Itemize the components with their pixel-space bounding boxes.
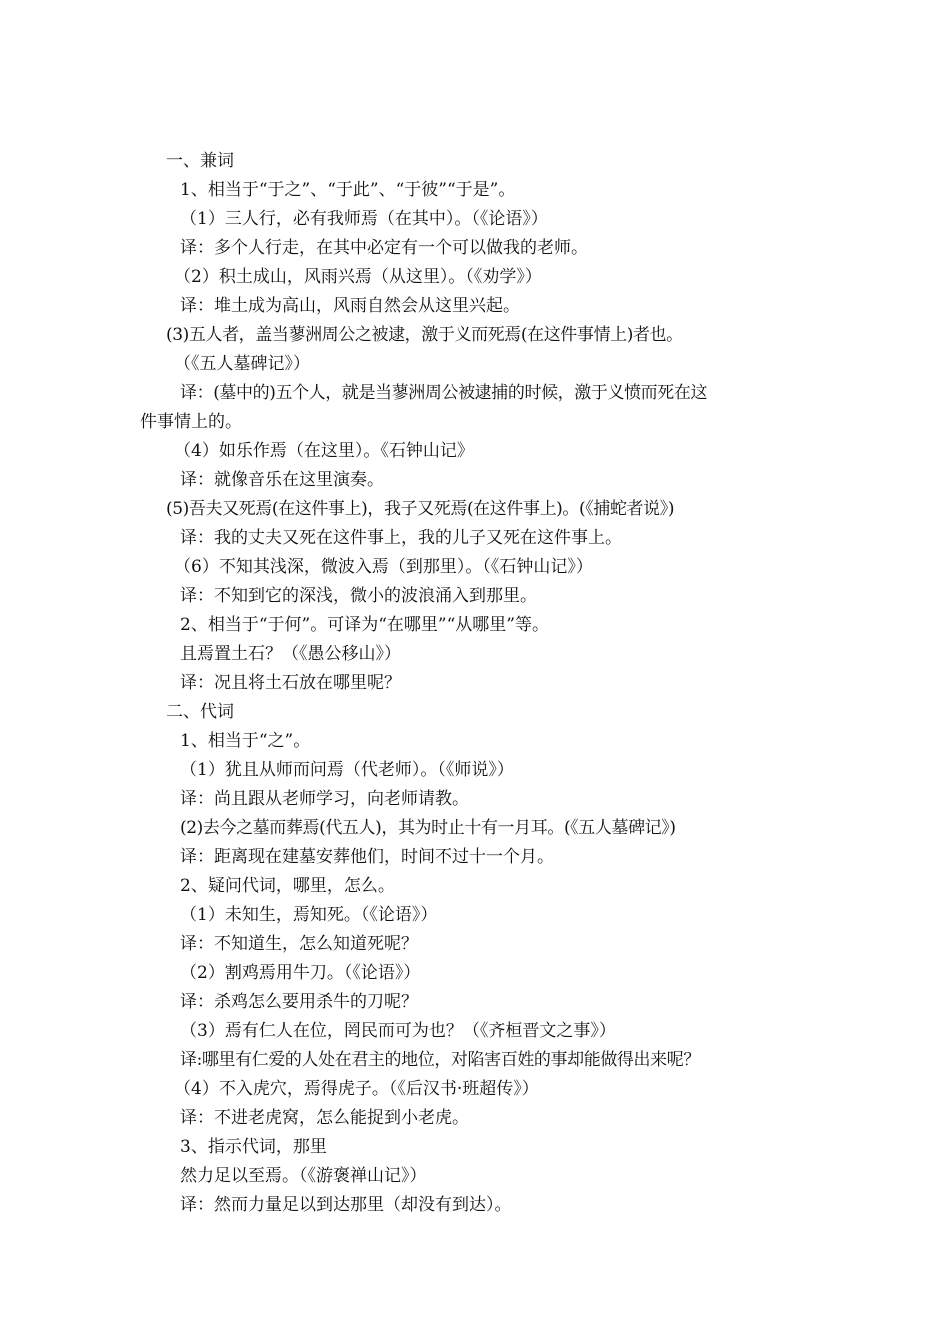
example-sentence: (3)五人者，盖当蓼洲周公之被逮，激于义而死焉(在这件事情上)者也。 (166, 325, 683, 345)
example-sentence: 然力足以至焉。（《游褒禅山记》） (180, 1166, 427, 1186)
example-sentence: (5)吾夫又死焉(在这件事上)，我子又死焉(在这件事上)。(《捕蛇者说》) (166, 499, 675, 519)
translation-continuation: 件事情上的。 (140, 412, 242, 432)
translation-line: 译：杀鸡怎么要用杀牛的刀呢？ (180, 992, 418, 1012)
subsection-heading: 3、指示代词，那里 (180, 1137, 327, 1157)
translation-line: 译：就像音乐在这里演奏。 (180, 470, 384, 490)
example-sentence: （2）积土成山，风雨兴焉（从这里）。（《劝学》） (174, 267, 542, 287)
translation-line: 译：况且将土石放在哪里呢？ (180, 673, 401, 693)
example-sentence: （4）如乐作焉（在这里）。《石钟山记》 (174, 441, 474, 461)
subsection-heading: 1、相当于“于之”、“于此”、“于彼”“于是”。 (180, 180, 516, 200)
translation-line: 译：不进老虎窝，怎么能捉到小老虎。 (180, 1108, 469, 1128)
example-sentence: （3）焉有仁人在位，罔民而可为也？（《齐桓晋文之事》） (180, 1021, 616, 1041)
translation-line: 译：距离现在建墓安葬他们，时间不过十一个月。 (180, 847, 554, 867)
subsection-heading: 2、相当于“于何”。可译为“在哪里”“从哪里”等。 (180, 615, 549, 635)
example-sentence: （1）三人行，必有我师焉（在其中）。（《论语》） (180, 209, 548, 229)
example-sentence: （1）未知生，焉知死。（《论语》） (180, 905, 438, 925)
subsection-heading: 2、疑问代词，哪里，怎么。 (180, 876, 395, 896)
example-sentence: 且焉置土石？（《愚公移山》） (180, 644, 401, 664)
section-heading: 一、兼词 (166, 151, 234, 171)
translation-line: 译：堆土成为高山，风雨自然会从这里兴起。 (180, 296, 520, 316)
example-sentence: （2）割鸡焉用牛刀。（《论语》） (180, 963, 421, 983)
document-body (140, 147, 796, 1220)
section-heading: 二、代词 (166, 702, 234, 722)
subsection-heading: 1、相当于“之”。 (180, 731, 311, 751)
translation-line: 译：不知道生，怎么知道死呢？ (180, 934, 418, 954)
example-sentence: （6）不知其浅深，微波入焉（到那里）。（《石钟山记》） (174, 557, 593, 577)
example-sentence: （1）犹且从师而问焉（代老师）。（《师说》） (180, 760, 514, 780)
example-sentence: (2)去今之墓而葬焉(代五人)，其为时止十有一月耳。(《五人墓碑记》) (180, 818, 676, 838)
translation-line: 译:哪里有仁爱的人处在君主的地位，对陷害百姓的事却能做得出来呢？ (180, 1050, 700, 1070)
translation-line: 译：然而力量足以到达那里（却没有到达）。 (180, 1195, 512, 1215)
example-sentence: （4）不入虎穴，焉得虎子。（《后汉书·班超传》） (174, 1079, 539, 1099)
translation-line: 译：不知到它的深浅，微小的波浪涌入到那里。 (180, 586, 537, 606)
translation-line: 译：(墓中的)五个人，就是当蓼洲周公被逮捕的时候，激于义愤而死在这 (180, 383, 708, 403)
translation-line: 译：尚且跟从老师学习，向老师请教。 (180, 789, 469, 809)
translation-line: 译：我的丈夫又死在这件事上，我的儿子又死在这件事上。 (180, 528, 622, 548)
translation-line: 译：多个人行走，在其中必定有一个可以做我的老师。 (180, 238, 588, 258)
example-source: （《五人墓碑记》） (174, 354, 310, 374)
